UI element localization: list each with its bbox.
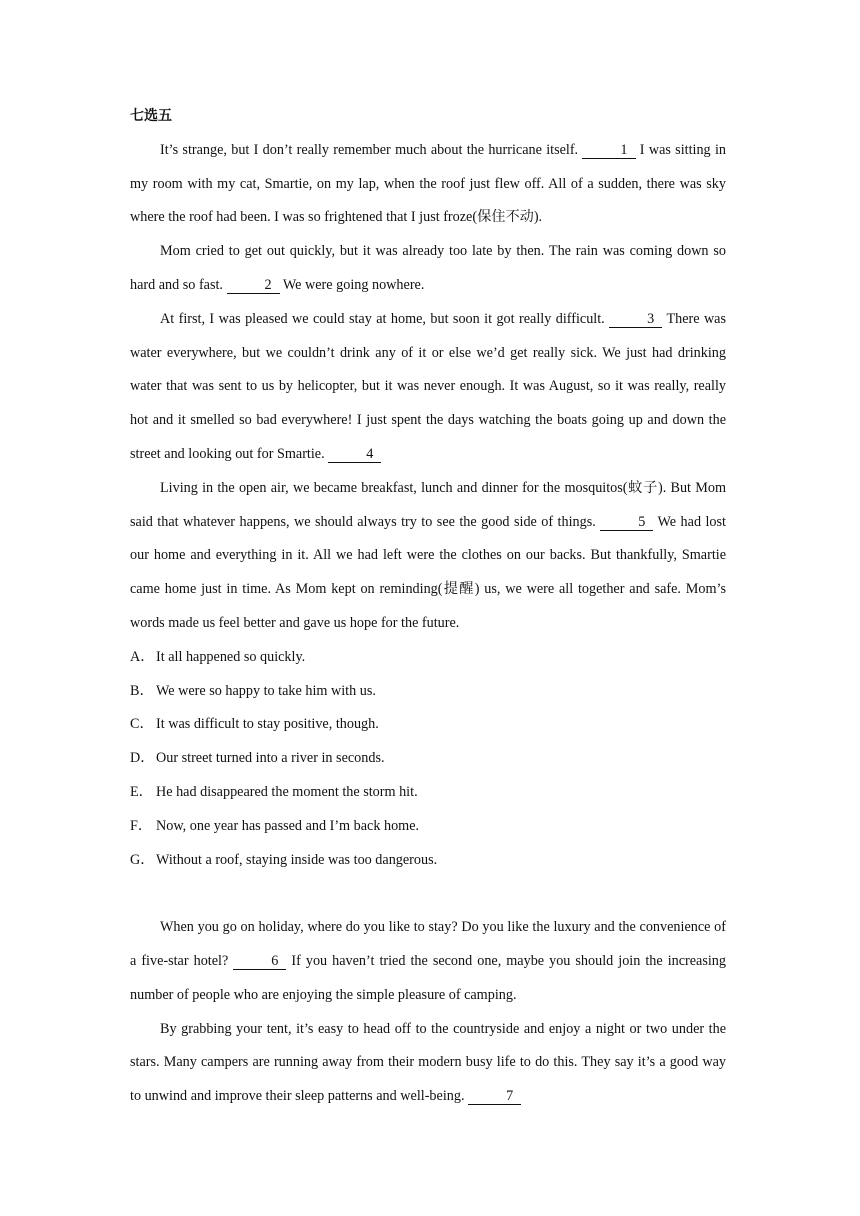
answer-blank-3[interactable]: 3 (609, 311, 662, 328)
option-text: We were so happy to take him with us. (156, 682, 376, 699)
text: At first, I was pleased we could stay at home, but soon it got really difficult. (160, 310, 605, 327)
option-text: Without a roof, staying inside was too dangerous. (156, 851, 438, 868)
answer-blank-7[interactable]: 7 (468, 1088, 521, 1105)
text: It’s strange, but I don’t really remember much about the hurricane itself. (160, 141, 579, 158)
option-d[interactable] (130, 742, 726, 776)
text: By grabbing your tent, it’s easy to head off to the countryside and enjoy a night or two under the stars. Many campers are running away from their modern busy life to do this. They say it’s a good way to unwind and improve their sleep patterns and well-being. (130, 1020, 726, 1105)
option-text: He had disappeared the moment the storm hit. (156, 783, 418, 800)
option-f[interactable] (130, 810, 726, 844)
section-spacer (130, 877, 726, 911)
option-letter: C． (130, 716, 154, 733)
text: When you go on holiday, where do you like to stay? Do you like the luxury and the convenience of a five-star hotel? (130, 919, 726, 969)
passage2-paragraph-2 (130, 1013, 726, 1114)
answer-blank-4[interactable]: 4 (328, 446, 381, 463)
option-letter: A． (130, 648, 155, 665)
passage1-paragraph-4 (130, 472, 726, 641)
passage1-paragraph-2 (130, 235, 726, 303)
text: There was water everywhere, but we couldn’t drink any of it or else we’d get really sick. We just had drinking water that was sent to us by helicopter, but it was never enough. It was August, so it was really, really hot and it smelled so bad everywhere! I just spent the days watching the boats going up and down the street and looking out for Smartie. (130, 310, 727, 462)
text: Mom cried to get out quickly, but it was already too late by then. The rain was coming down so hard and so fast. (130, 243, 726, 293)
option-letter: G． (130, 851, 155, 868)
answer-blank-2[interactable]: 2 (227, 277, 280, 294)
answer-blank-6[interactable]: 6 (233, 953, 286, 970)
passage1-paragraph-1 (130, 134, 726, 235)
option-a[interactable] (130, 641, 726, 675)
option-c[interactable] (130, 708, 726, 742)
option-letter: D． (130, 750, 155, 767)
answer-blank-1[interactable]: 1 (582, 142, 635, 159)
passage1-paragraph-3 (130, 303, 726, 472)
option-letter: F． (130, 817, 153, 834)
option-b[interactable] (130, 675, 726, 709)
option-e[interactable] (130, 776, 726, 810)
options-list (130, 641, 726, 878)
text: Living in the open air, we became breakfast, lunch and dinner for the mosquitos(蚊子). But Mom said that whatever happens, we should always try to see the good side of things. (130, 479, 726, 530)
option-text: It was difficult to stay positive, though. (156, 716, 379, 733)
text: I was sitting in my room with my cat, Smartie, on my lap, when the roof just flew off. All of a sudden, there was sky where the roof had been. I was so frightened that I just froze(保住不动). (130, 141, 726, 226)
option-g[interactable] (130, 844, 726, 878)
option-letter: E． (130, 783, 153, 800)
text: We were going nowhere. (282, 276, 425, 293)
passage2-paragraph-1 (130, 911, 726, 1012)
option-letter: B． (130, 682, 154, 699)
document-page (130, 100, 726, 1114)
option-text: It all happened so quickly. (156, 648, 306, 665)
answer-blank-5[interactable]: 5 (600, 514, 653, 531)
option-text: Our street turned into a river in seconds. (156, 750, 385, 767)
text: We had lost our home and everything in it. All we had left were the clothes on our backs. But thankfully, Smartie came home just in time. As Mom kept on reminding(提醒) us, we were all together and safe. Mom’s words made us feel better and gave us hope for the future. (130, 513, 726, 631)
option-text: Now, one year has passed and I’m back home. (156, 817, 420, 834)
section-heading: 七选五 (130, 108, 172, 124)
text: If you haven’t tried the second one, maybe you should join the increasing number of people who are enjoying the simple pleasure of camping. (130, 952, 726, 1003)
